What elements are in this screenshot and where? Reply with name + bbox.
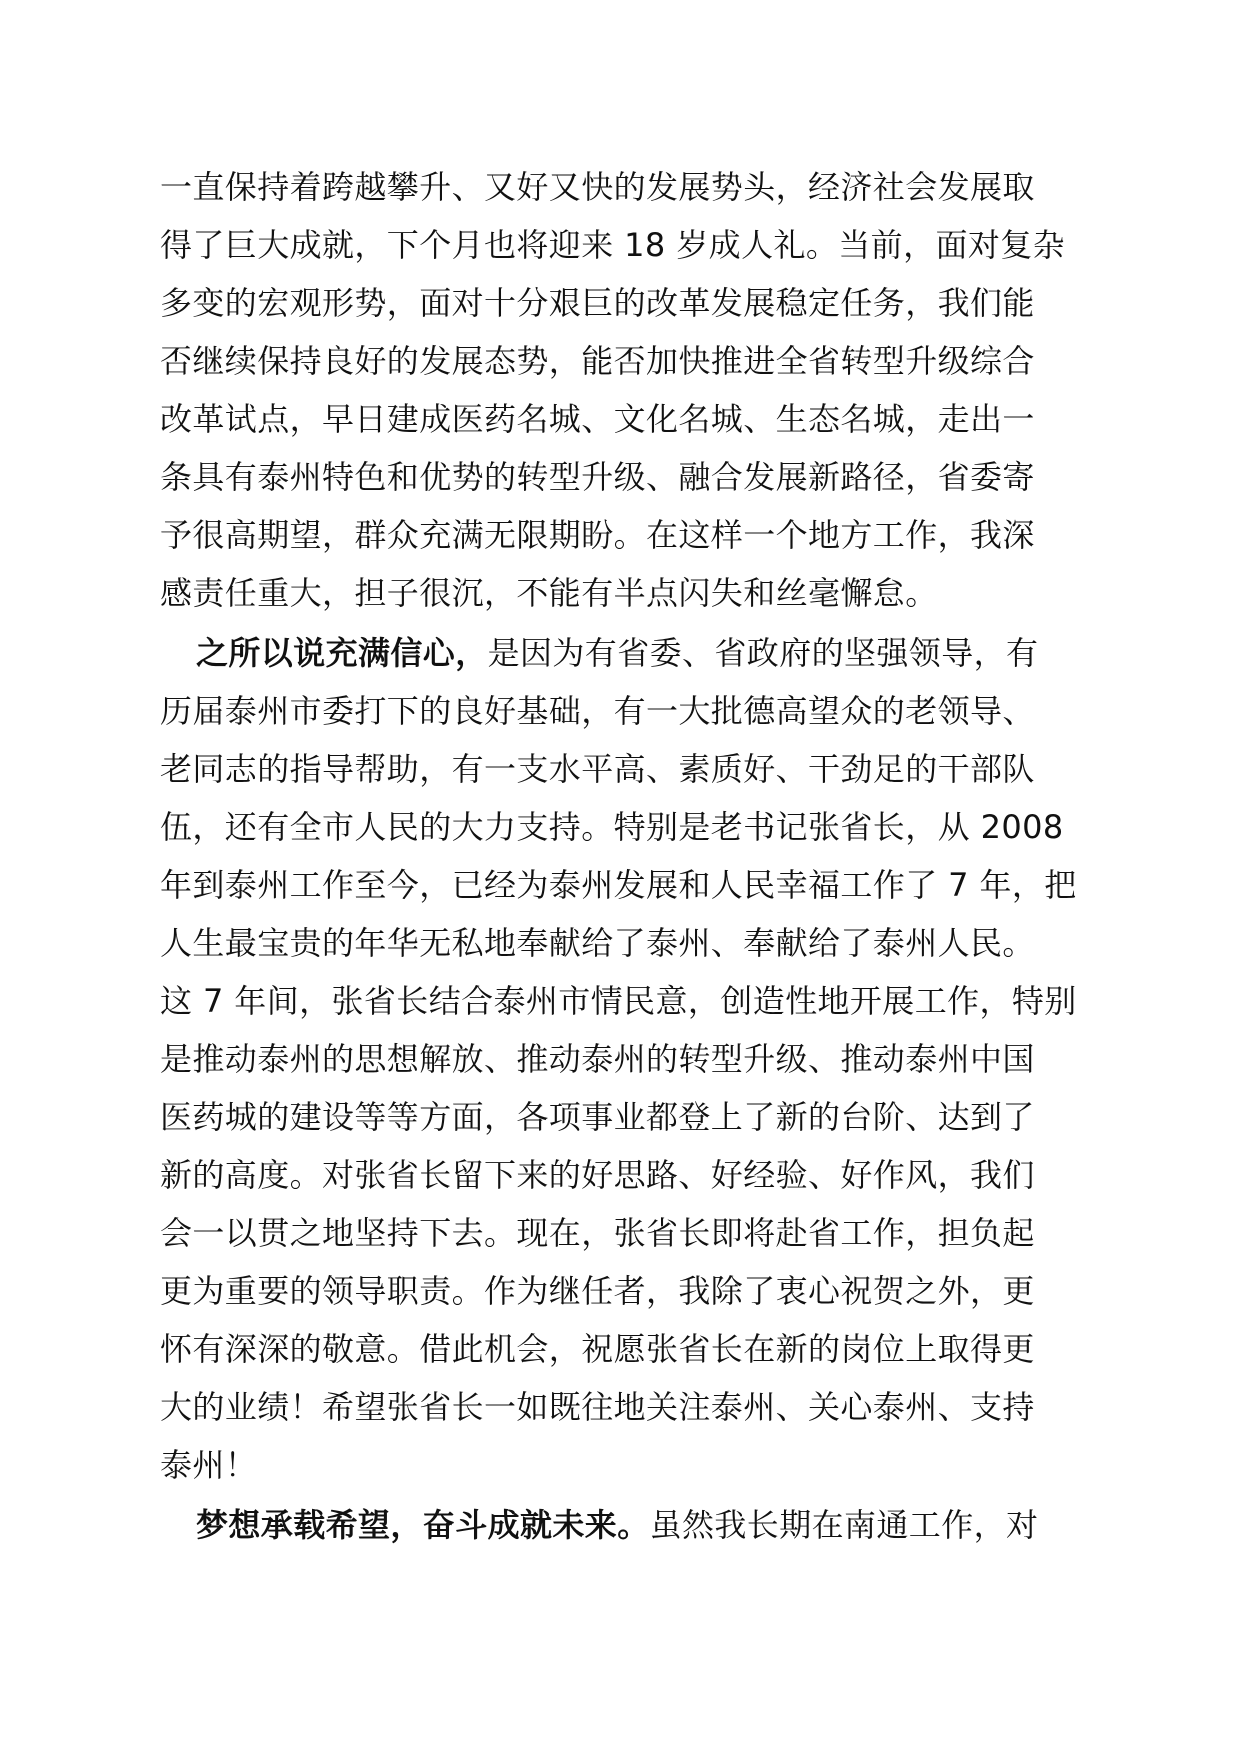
text-line: 多变的宏观形势，面对十分艰巨的改革发展稳定任务，我们能 — [160, 284, 1035, 322]
text-line: 人生最宝贵的年华无私地奉献给了泰州、奉献给了泰州人民。 — [160, 924, 1035, 962]
paragraph-first-line-text: 是因为有省委、省政府的坚强领导，有 — [487, 634, 1039, 672]
paragraph-1 — [160, 158, 1095, 622]
text-line: 一直保持着跨越攀升、又好又快的发展势头，经济社会发展取 — [160, 168, 1035, 206]
text-line: 条具有泰州特色和优势的转型升级、融合发展新路径，省委寄 — [160, 458, 1035, 496]
text-line: 医药城的建设等等方面，各项事业都登上了新的台阶、达到了 — [160, 1098, 1035, 1136]
text-line: 予很高期望，群众充满无限期盼。在这样一个地方工作，我深 — [160, 516, 1035, 554]
text-line: 大的业绩！希望张省长一如既往地关注泰州、关心泰州、支持 — [160, 1388, 1035, 1426]
text-line: 伍，还有全市人民的大力支持。特别是老书记张省长，从 2008 — [160, 808, 1064, 846]
text-line: 这 7 年间，张省长结合泰州市情民意，创造性地开展工作，特别 — [160, 982, 1077, 1020]
paragraph-lead-heading: 梦想承载希望，奋斗成就未来。 — [196, 1506, 650, 1544]
text-line: 年到泰州工作至今，已经为泰州发展和人民幸福工作了 7 年，把 — [160, 866, 1077, 904]
text-line: 否继续保持良好的发展态势，能否加快推进全省转型升级综合 — [160, 342, 1035, 380]
text-line: 会一以贯之地坚持下去。现在，张省长即将赴省工作，担负起 — [160, 1214, 1035, 1252]
document-page — [160, 158, 1095, 1554]
text-line: 历届泰州市委打下的良好基础，有一大批德高望众的老领导、 — [160, 692, 1035, 730]
text-line: 得了巨大成就，下个月也将迎来 18 岁成人礼。当前，面对复杂 — [160, 226, 1066, 264]
text-line: 感责任重大，担子很沉，不能有半点闪失和丝毫懈怠。 — [160, 574, 938, 612]
paragraph-2 — [160, 624, 1095, 1494]
paragraph-first-line-text: 虽然我长期在南通工作，对 — [649, 1506, 1039, 1544]
text-line: 泰州！ — [160, 1446, 258, 1484]
text-line: 改革试点，早日建成医药名城、文化名城、生态名城，走出一 — [160, 400, 1035, 438]
text-line: 新的高度。对张省长留下来的好思路、好经验、好作风，我们 — [160, 1156, 1035, 1194]
paragraph-first-line — [160, 624, 1095, 682]
text-line: 是推动泰州的思想解放、推动泰州的转型升级、推动泰州中国 — [160, 1040, 1035, 1078]
text-line: 怀有深深的敬意。借此机会，祝愿张省长在新的岗位上取得更 — [160, 1330, 1035, 1368]
text-line: 老同志的指导帮助，有一支水平高、素质好、干劲足的干部队 — [160, 750, 1035, 788]
text-line: 更为重要的领导职责。作为继任者，我除了衷心祝贺之外，更 — [160, 1272, 1035, 1310]
paragraph-first-line — [160, 1496, 1095, 1554]
paragraph-lead-heading: 之所以说充满信心， — [196, 634, 488, 672]
paragraph-3 — [160, 1496, 1095, 1554]
